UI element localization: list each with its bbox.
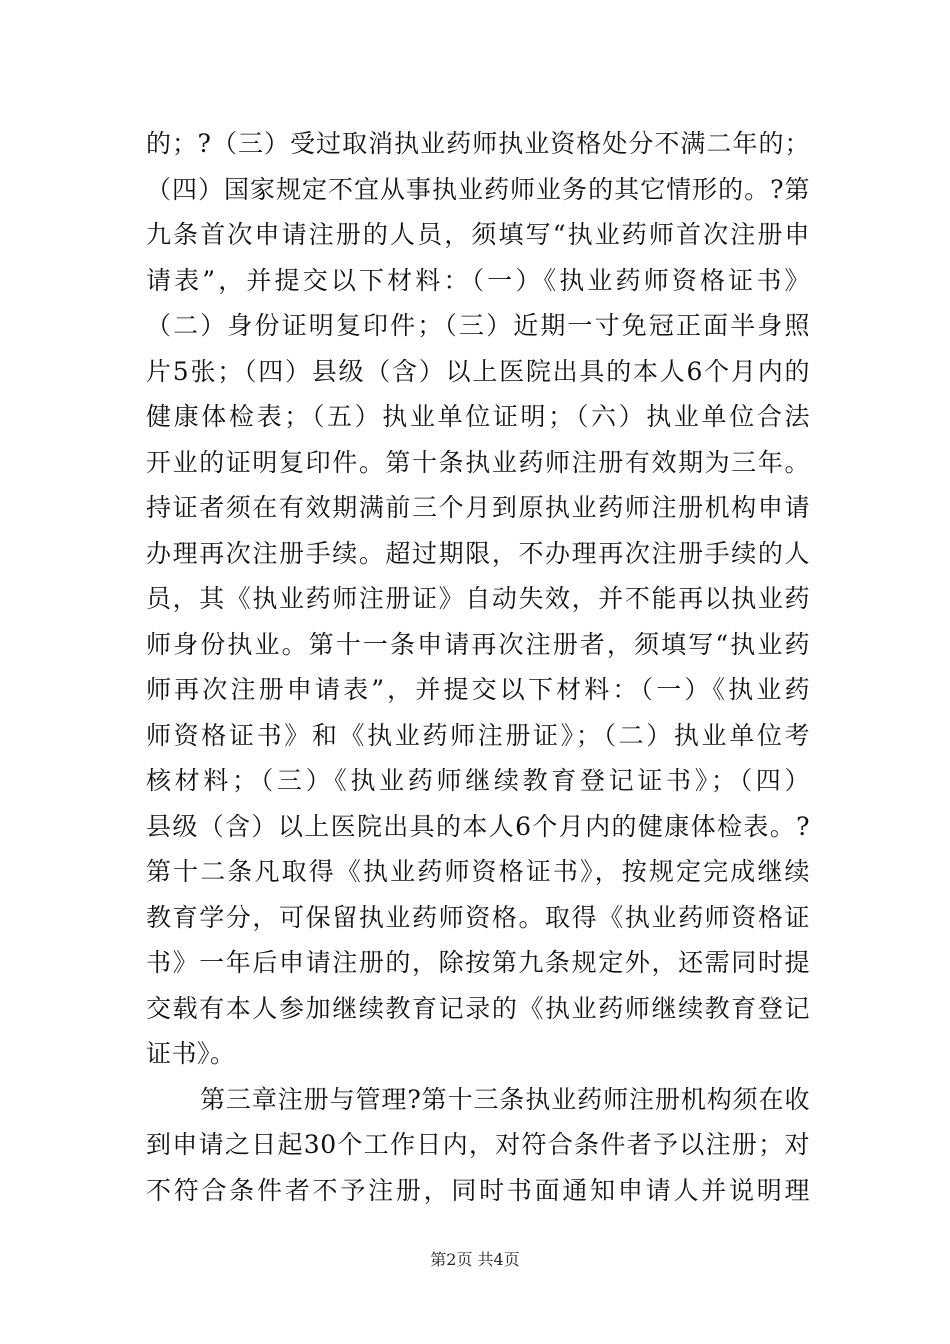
text-line: 员，其《执业药师注册证》自动失效，并不能再以执业药 xyxy=(146,584,810,613)
text-line: 师再次注册申请表”，并提交以下材料：（一）《执业药 xyxy=(146,675,810,704)
text-line: 片5张；（四）县级（含）以上医院出具的本人6个月内的 xyxy=(146,356,810,386)
text-line: （四）国家规定不宜从事执业药师业务的其它情形的。?第 xyxy=(146,174,810,204)
text-line: 核材料；（三）《执业药师继续教育登记证书》；（四） xyxy=(146,766,810,795)
text-line: 师身份执业。第十一条申请再次注册者，须填写“执业药 xyxy=(146,629,810,659)
paragraph-start-line: 第三章注册与管理?第十三条执业药师注册机构须在收 xyxy=(200,1084,810,1114)
text-line: 到申请之日起30个工作日内，对符合条件者予以注册；对 xyxy=(146,1130,810,1159)
text-line: 书》一年后申请注册的，除按第九条规定外，还需同时提 xyxy=(146,948,810,977)
text-line: 交载有本人参加继续教育记录的《执业药师继续教育登记 xyxy=(146,993,810,1023)
text-line: （二）身份证明复印件；（三）近期一寸免冠正面半身照 xyxy=(146,311,810,340)
text-line: 县级（含）以上医院出具的本人6个月内的健康体检表。? xyxy=(146,811,810,841)
text-line: 不符合条件者不予注册，同时书面通知申请人并说明理 xyxy=(146,1175,810,1205)
text-line: 办理再次注册手续。超过期限，不办理再次注册手续的人 xyxy=(146,538,810,568)
text-line: 师资格证书》和《执业药师注册证》；（二）执业单位考 xyxy=(146,720,810,750)
text-line: 的；?（三）受过取消执业药师执业资格处分不满二年的； xyxy=(146,129,810,158)
page-number-footer: 第2页 共4页 xyxy=(430,1250,520,1269)
text-line: 持证者须在有效期满前三个月到原执业药师注册机构申请 xyxy=(146,493,810,522)
document-body xyxy=(146,121,810,1213)
text-line: 教育学分，可保留执业药师资格。取得《执业药师资格证 xyxy=(146,902,810,932)
text-line: 开业的证明复印件。第十条执业药师注册有效期为三年。 xyxy=(146,447,810,477)
text-line: 第十二条凡取得《执业药师资格证书》，按规定完成继续 xyxy=(146,857,810,886)
text-line: 请表”，并提交以下材料：（一）《执业药师资格证书》 xyxy=(146,265,810,295)
text-line: 健康体检表；（五）执业单位证明；（六）执业单位合法 xyxy=(146,402,810,431)
text-line: 九条首次申请注册的人员，须填写“执业药师首次注册申 xyxy=(146,220,810,249)
text-line: 证书》。 xyxy=(146,1039,236,1068)
